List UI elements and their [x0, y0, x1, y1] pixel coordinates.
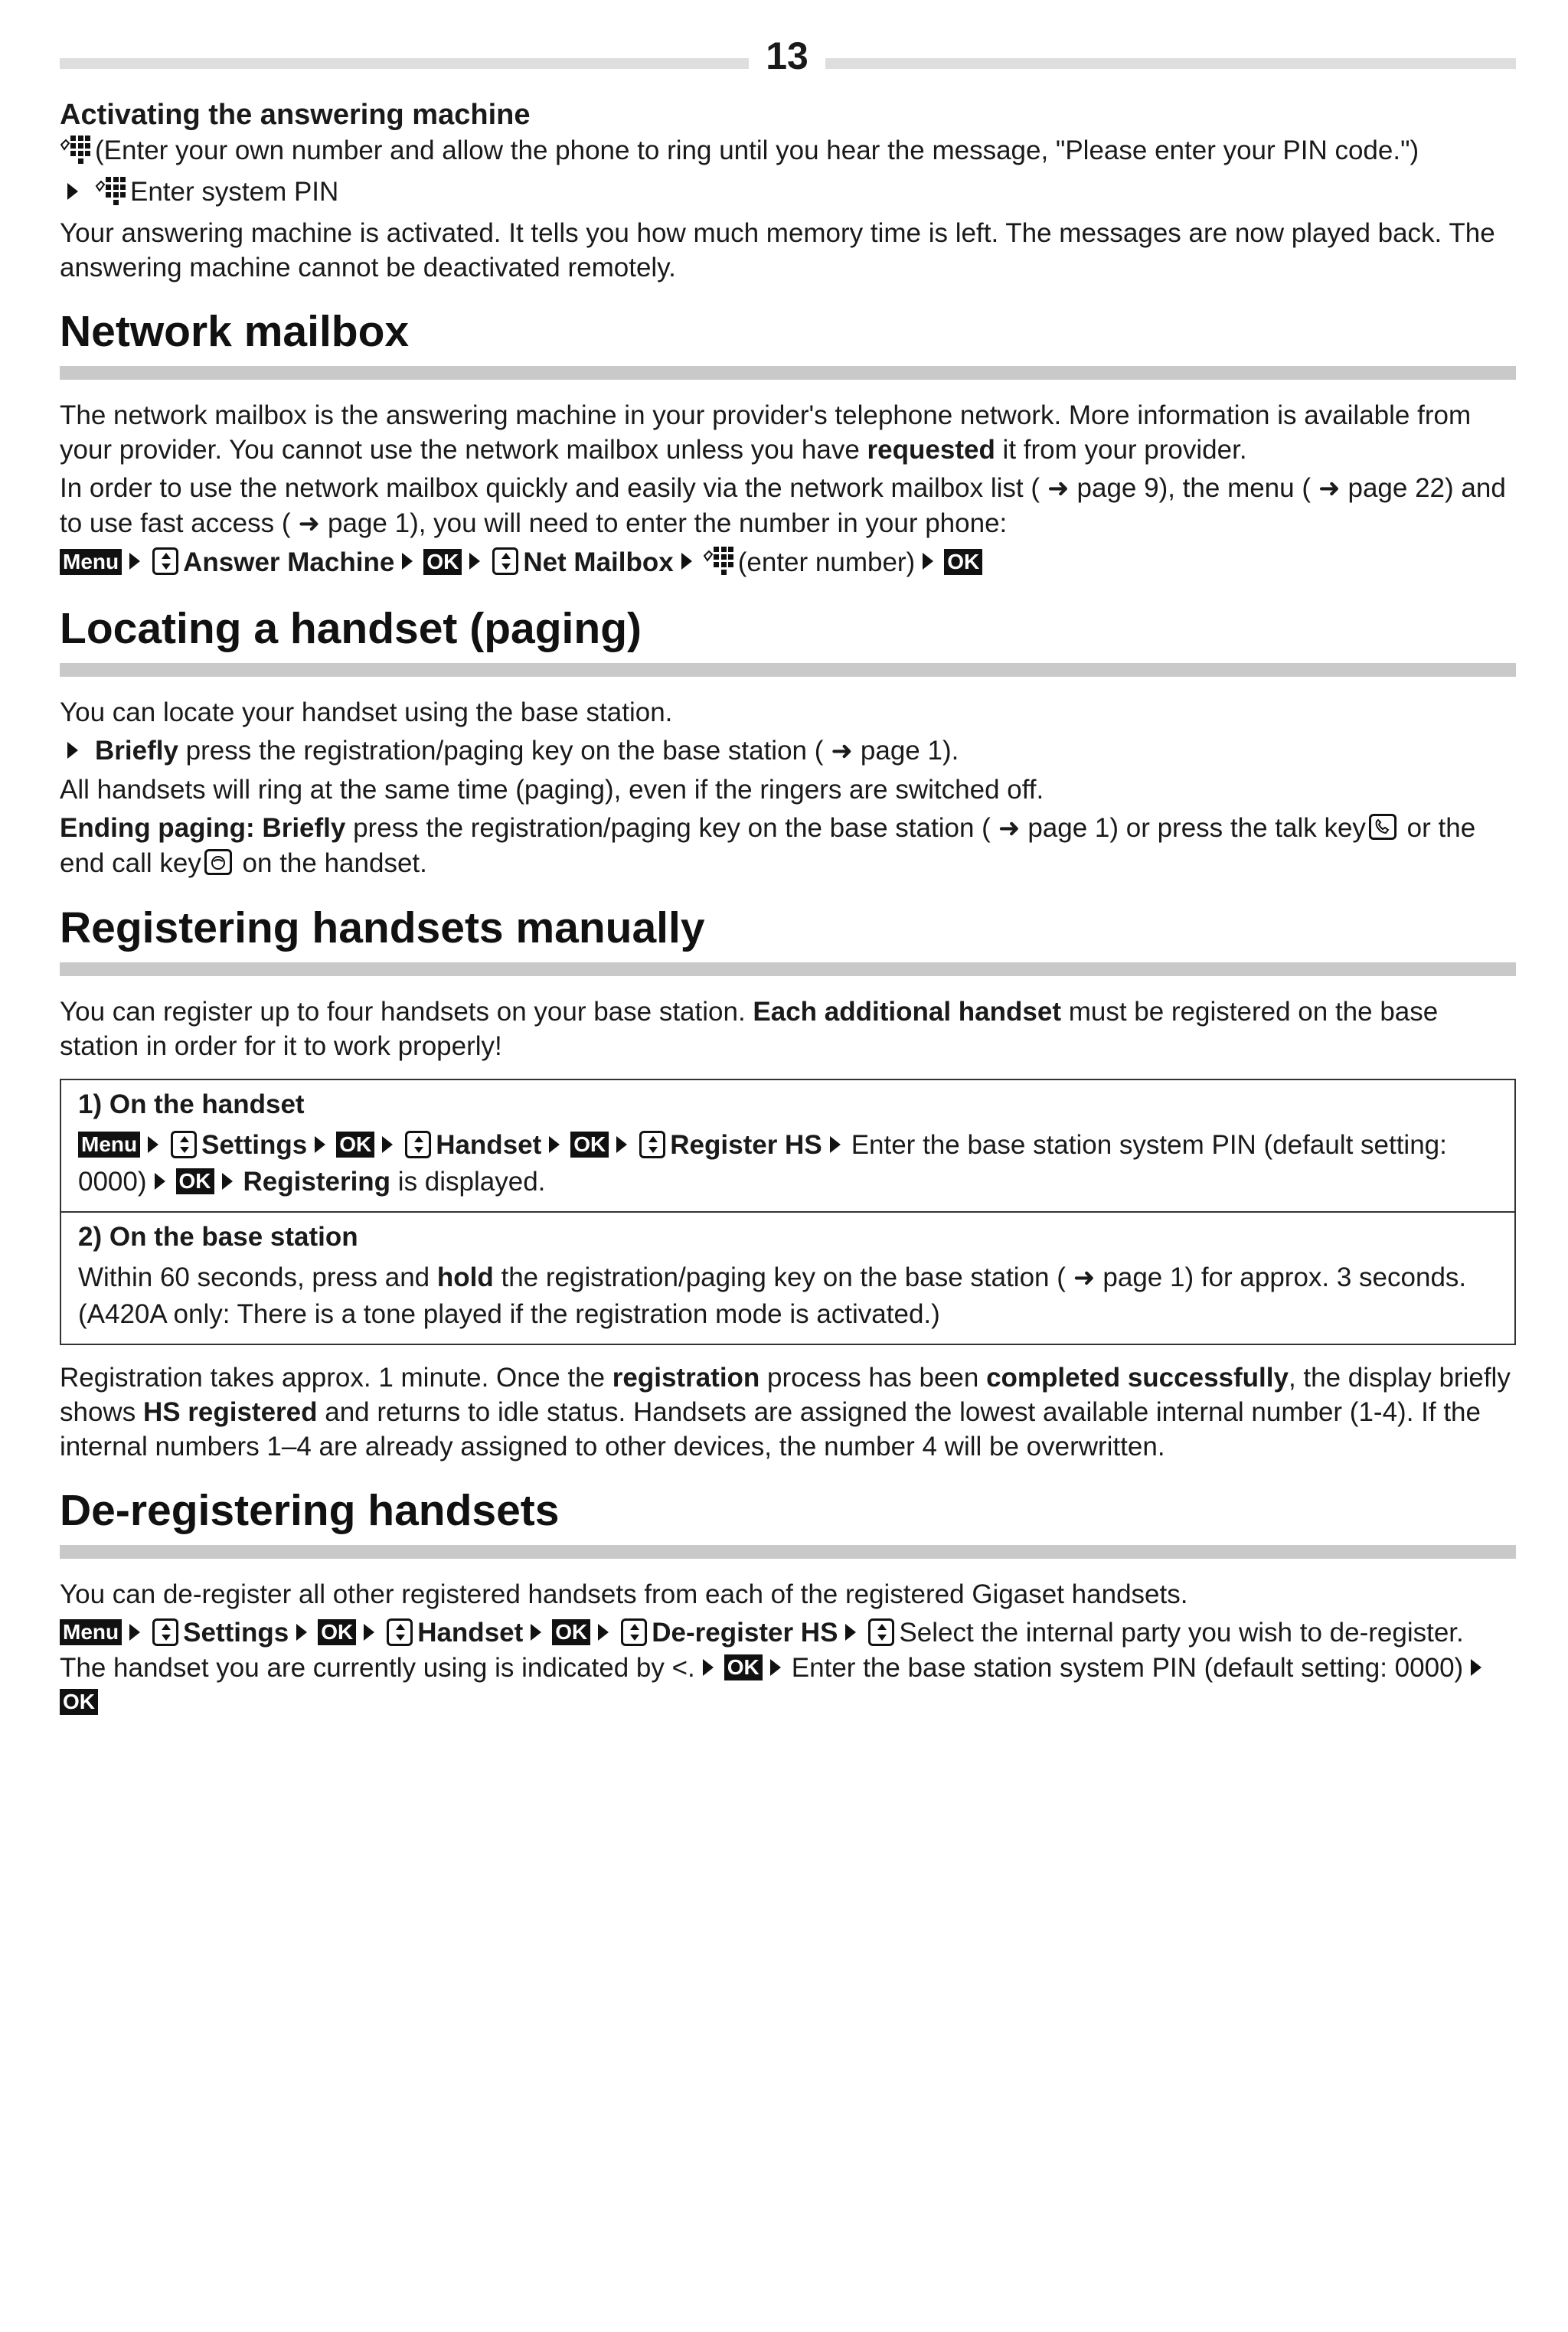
locating-p3	[60, 811, 1516, 881]
page-ref-arrow-icon: ➜	[298, 508, 321, 538]
activating-title: Activating the answering machine	[60, 99, 531, 131]
text-run: The network mailbox is the answering machine in your provider's telephone network. More information is available from your provider. You cannot use the network mailbox unless you have	[60, 400, 1472, 465]
text-run: it from your provider.	[995, 434, 1247, 465]
bold-hs-registered: HS registered	[142, 1397, 318, 1427]
step-arrow-icon	[830, 1136, 841, 1153]
step-arrow-icon	[598, 1624, 609, 1641]
text-run: In order to use the network mailbox quickly and easily via the network mailbox list (	[60, 472, 1040, 503]
nav-key-icon	[868, 1618, 894, 1646]
nav-key-icon	[152, 547, 178, 575]
text-run: Select the internal party you wish to de-register. The handset you are currently using is indicated by <.	[60, 1618, 1464, 1683]
ok-key-icon: OK	[60, 1689, 98, 1715]
nav-key-icon	[492, 547, 518, 575]
nav-key-icon	[405, 1131, 431, 1158]
page-ref[interactable]: page 1) or press the talk key	[1027, 813, 1366, 844]
network-mailbox-p2	[60, 471, 1516, 541]
bold-ending-paging: Ending paging:	[60, 813, 255, 844]
nav-key-icon	[639, 1131, 665, 1158]
network-mailbox-steps	[60, 545, 1516, 583]
step-arrow-icon	[129, 1624, 140, 1641]
registering-section	[60, 901, 1516, 1464]
registering-p1	[60, 995, 1516, 1063]
step-arrow-icon	[616, 1136, 627, 1153]
on-handset-title	[78, 1086, 1498, 1123]
menu-key-icon: Menu	[60, 1619, 122, 1645]
step-arrow-icon	[148, 1136, 158, 1153]
menu-handset: Handset	[417, 1618, 524, 1648]
step-arrow-icon	[703, 1659, 714, 1676]
bold-hold: hold	[436, 1262, 494, 1292]
text-run: Enter the base station system PIN (default setting: 0000)	[791, 1652, 1464, 1683]
on-handset-cell	[61, 1080, 1514, 1211]
registering-title: Registering handsets manually	[60, 901, 1516, 976]
step-arrow-icon	[382, 1136, 393, 1153]
menu-settings: Settings	[201, 1130, 308, 1160]
nav-key-icon	[152, 1618, 178, 1646]
step-arrow-icon	[129, 553, 140, 570]
text-run: and returns to idle status. Handsets are assigned the lowest available internal number (1-4). If the internal numbers 1–4 are already assigned to other devices, the number 4 will be overwritten.	[60, 1397, 1481, 1462]
page-header	[60, 34, 1516, 77]
locating-step	[60, 733, 1516, 769]
talk-key-icon	[1369, 814, 1396, 840]
activating-paragraph: Your answering machine is activated. It tells you how much memory time is left. The messages are now played back. The answering machine cannot be deactivated remotely.	[60, 217, 1495, 283]
header-rule-left	[60, 58, 749, 69]
page-number: 13	[766, 34, 808, 77]
text-run: press the registration/paging key on the base station (	[178, 736, 824, 766]
page-content	[60, 96, 1516, 1720]
step-arrow-icon	[1471, 1659, 1481, 1676]
locating-p2: All handsets will ring at the same time (paging), even if the ringers are switched off.	[60, 775, 1044, 805]
activating-line2	[60, 175, 1516, 212]
text-run: , the display briefly shows	[60, 1363, 1511, 1427]
enter-number-text: (enter number)	[737, 547, 916, 577]
on-base-title	[78, 1219, 1498, 1256]
header-rule-right	[825, 58, 1516, 69]
menu-settings: Settings	[183, 1618, 289, 1648]
ok-key-icon: OK	[318, 1619, 356, 1645]
ok-key-icon: OK	[176, 1168, 214, 1194]
bold-completed: completed successfully	[986, 1363, 1289, 1393]
step-arrow-icon	[549, 1136, 560, 1153]
registering-p2	[60, 1360, 1516, 1464]
on-base-text	[78, 1259, 1498, 1333]
deregistering-p1: You can de-register all other registered handsets from each of the registered Gigaset handsets.	[60, 1579, 1188, 1609]
step-arrow-icon	[923, 553, 933, 570]
menu-key-icon: Menu	[60, 549, 122, 575]
network-mailbox-title: Network mailbox	[60, 305, 1516, 380]
keypad-icon	[60, 134, 90, 165]
text-run: on the handset.	[234, 848, 427, 879]
page-ref-arrow-icon: ➜	[831, 737, 853, 766]
step-arrow-icon	[770, 1659, 781, 1676]
step-arrow-icon	[531, 1624, 541, 1641]
ok-key-icon: OK	[336, 1132, 374, 1158]
page-ref[interactable]: page 1) for approx. 3 seconds. (A420A only: There is a tone played if the registration mode is activated.)	[78, 1262, 1467, 1329]
text-run: must be registered on the base station in order for it to work properly!	[60, 997, 1439, 1061]
page-ref-arrow-icon: ➜	[1047, 473, 1070, 503]
ok-key-icon: OK	[552, 1619, 590, 1645]
bold-briefly: Briefly	[262, 813, 346, 844]
step-arrow-icon	[315, 1136, 325, 1153]
page-ref-arrow-icon: ➜	[1318, 473, 1341, 503]
menu-register-hs: Register HS	[670, 1130, 822, 1160]
step-arrow-icon	[402, 553, 413, 570]
on-base-station-cell	[61, 1211, 1514, 1344]
step-arrow-icon	[845, 1624, 856, 1641]
menu-key-icon: Menu	[78, 1132, 140, 1158]
text-run: Registration takes approx. 1 minute. Once the	[60, 1363, 612, 1393]
step-arrow-icon	[67, 183, 78, 200]
ok-key-icon: OK	[423, 549, 462, 575]
activating-line1-text: (Enter your own number and allow the phone to ring until you hear the message, "Please enter your PIN code.")	[95, 136, 1419, 165]
text-run: Within 60 seconds, press and	[78, 1262, 437, 1292]
text-run: Enter the base station system PIN (default setting: 0000)	[78, 1130, 1447, 1197]
deregistering-section	[60, 1484, 1516, 1720]
locating-p1: You can locate your handset using the base station.	[60, 697, 673, 728]
end-call-key-icon	[204, 849, 232, 875]
activating-line2-text: Enter system PIN	[130, 176, 339, 207]
step-arrow-icon	[469, 553, 480, 570]
text-run: is displayed.	[390, 1167, 546, 1197]
keypad-icon	[95, 175, 126, 206]
on-handset-steps	[78, 1127, 1498, 1200]
menu-handset: Handset	[436, 1130, 542, 1160]
page-ref[interactable]: page 22) and to use fast access (	[60, 472, 1506, 538]
step-arrow-icon	[222, 1173, 233, 1190]
keypad-icon	[703, 545, 733, 576]
page-ref[interactable]: page 1).	[860, 736, 959, 766]
locating-section	[60, 602, 1516, 881]
bold-registering: Registering	[243, 1167, 391, 1197]
step-arrow-icon	[155, 1173, 165, 1190]
menu-deregister-hs: De-register HS	[652, 1618, 838, 1648]
activating-section	[60, 96, 1516, 285]
text-run: You can register up to four handsets on your base station.	[60, 997, 753, 1027]
bold-briefly: Briefly	[95, 736, 178, 766]
bold-on-base-station: 2) On the base station	[78, 1222, 358, 1252]
nav-key-icon	[387, 1618, 413, 1646]
bold-registration: registration	[612, 1363, 760, 1393]
page-ref[interactable]: page 9), the menu (	[1076, 472, 1311, 503]
step-arrow-icon	[364, 1624, 374, 1641]
nav-key-icon	[171, 1131, 197, 1158]
deregistering-steps	[60, 1615, 1516, 1720]
page-ref[interactable]: page 1), you will need to enter the number in your phone:	[328, 508, 1008, 538]
locating-title: Locating a handset (paging)	[60, 602, 1516, 677]
bold-on-handset: 1) On the handset	[78, 1089, 305, 1119]
text-run: process has been	[760, 1363, 987, 1393]
deregistering-title: De-registering handsets	[60, 1484, 1516, 1559]
menu-answer-machine: Answer Machine	[183, 547, 395, 577]
network-mailbox-section	[60, 305, 1516, 583]
text-run: or the end call key	[60, 813, 1476, 879]
text-run: press the registration/paging key on the base station (	[345, 813, 991, 844]
bold-each-additional: Each additional handset	[753, 997, 1061, 1027]
step-arrow-icon	[296, 1624, 307, 1641]
ok-key-icon: OK	[570, 1132, 609, 1158]
activating-line1	[60, 133, 1516, 171]
bold-requested: requested	[867, 434, 995, 465]
step-arrow-icon	[67, 742, 78, 759]
text-run: the registration/paging key on the base station (	[493, 1262, 1066, 1292]
network-mailbox-p1	[60, 398, 1516, 467]
ok-key-icon: OK	[724, 1654, 763, 1680]
registration-steps-box	[60, 1079, 1516, 1345]
step-arrow-icon	[681, 553, 692, 570]
ok-key-icon: OK	[944, 549, 982, 575]
nav-key-icon	[621, 1618, 647, 1646]
menu-net-mailbox: Net Mailbox	[523, 547, 674, 577]
page-ref-arrow-icon: ➜	[998, 814, 1021, 844]
page-ref-arrow-icon: ➜	[1073, 1263, 1096, 1292]
